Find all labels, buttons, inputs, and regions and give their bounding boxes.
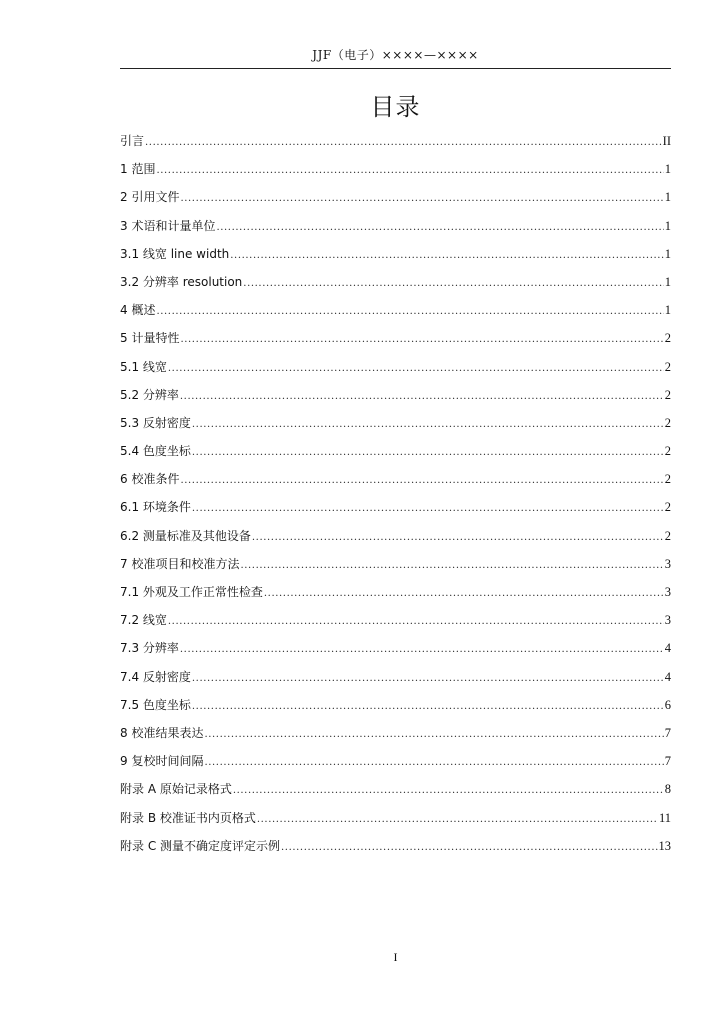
toc-entry[interactable] <box>120 469 671 497</box>
toc-entry-page: 7 <box>664 725 671 740</box>
toc-entry-label: 引言 <box>120 134 145 148</box>
toc-entry[interactable] <box>120 413 671 441</box>
toc-dot-leader <box>204 753 663 773</box>
toc-entry-label: 3.2 分辨率 resolution <box>120 274 243 289</box>
table-of-contents <box>120 131 671 864</box>
toc-entry-page: 2 <box>664 387 671 402</box>
toc-entry-label: 3.1 线宽 line width <box>120 246 230 261</box>
toc-entry-page: 8 <box>664 782 671 797</box>
toc-entry[interactable] <box>120 385 671 413</box>
toc-entry-label: 7.1 外观及工作正常性检查 <box>120 585 263 599</box>
toc-dot-leader <box>180 189 663 209</box>
toc-entry-label: 5.3 反射密度 <box>120 415 191 430</box>
toc-dot-leader <box>180 330 663 350</box>
toc-entry-page: 1 <box>664 218 671 233</box>
toc-entry[interactable] <box>120 779 671 807</box>
toc-entry-page: 2 <box>664 415 671 430</box>
toc-entry-page: 2 <box>664 331 671 346</box>
toc-entry-page: 2 <box>664 444 671 459</box>
toc-entry[interactable] <box>120 300 671 328</box>
toc-entry-page: 1 <box>664 274 671 289</box>
toc-entry[interactable] <box>120 328 671 356</box>
toc-entry-page: 7 <box>664 754 671 769</box>
toc-entry-page: 4 <box>664 641 671 656</box>
toc-dot-leader <box>243 274 663 294</box>
toc-entry[interactable] <box>120 723 671 751</box>
toc-dot-leader <box>281 838 657 858</box>
toc-entry-label: 1 范围 <box>120 162 156 177</box>
toc-entry-page: 1 <box>664 190 671 205</box>
toc-entry[interactable] <box>120 497 671 525</box>
toc-dot-leader <box>257 810 658 830</box>
toc-entry[interactable] <box>120 554 671 582</box>
toc-dot-leader <box>192 415 664 435</box>
toc-entry-label: 5.4 色度坐标 <box>120 444 191 459</box>
toc-dot-leader <box>180 471 663 491</box>
toc-entry-label: 9 复校时间间隔 <box>120 754 204 769</box>
toc-entry-label: 5.2 分辨率 <box>120 387 179 402</box>
toc-entry-label: 附录 A 原始记录格式 <box>120 782 232 797</box>
toc-entry-label: 4 概述 <box>120 303 156 318</box>
toc-dot-leader <box>252 528 664 548</box>
toc-dot-leader <box>192 443 664 463</box>
toc-entry-page: 3 <box>664 585 671 599</box>
toc-entry[interactable] <box>120 272 671 300</box>
toc-dot-leader <box>168 359 664 379</box>
toc-entry-label: 5 计量特性 <box>120 331 180 346</box>
toc-entry-page: 2 <box>664 359 671 374</box>
toc-entry-page: 1 <box>664 162 671 177</box>
toc-entry-page: 2 <box>664 500 671 515</box>
toc-entry-label: 3 术语和计量单位 <box>120 218 216 233</box>
toc-entry-label: 5.1 线宽 <box>120 359 167 374</box>
toc-entry-label: 附录 B 校准证书内页格式 <box>120 810 256 825</box>
toc-dot-leader <box>192 669 664 689</box>
toc-dot-leader <box>192 499 664 519</box>
toc-entry[interactable] <box>120 808 671 836</box>
toc-dot-leader <box>156 302 663 322</box>
toc-entry[interactable] <box>120 244 671 272</box>
toc-entry[interactable] <box>120 187 671 215</box>
toc-entry-label: 2 引用文件 <box>120 190 180 205</box>
toc-entry-page: 3 <box>664 613 671 628</box>
toc-entry-label: 6 校准条件 <box>120 472 180 487</box>
toc-title: 目录 <box>370 93 421 121</box>
toc-entry[interactable] <box>120 159 671 187</box>
toc-entry-page: 4 <box>664 669 671 684</box>
toc-entry-page: 13 <box>658 838 671 853</box>
toc-entry[interactable] <box>120 131 671 159</box>
toc-entry[interactable] <box>120 836 671 864</box>
toc-entry[interactable] <box>120 441 671 469</box>
toc-entry-page: 3 <box>664 556 671 571</box>
toc-entry-label: 7.3 分辨率 <box>120 641 179 656</box>
toc-entry-label: 8 校准结果表达 <box>120 725 204 740</box>
header-rule <box>120 68 671 69</box>
toc-dot-leader <box>204 725 663 745</box>
page-number: I <box>393 950 398 964</box>
toc-entry[interactable] <box>120 695 671 723</box>
toc-dot-leader <box>156 161 663 181</box>
toc-entry[interactable] <box>120 751 671 779</box>
toc-entry[interactable] <box>120 582 671 610</box>
toc-entry-page: 1 <box>664 303 671 318</box>
toc-entry-label: 附录 C 测量不确定度评定示例 <box>120 838 281 853</box>
toc-entry-label: 6.2 测量标准及其他设备 <box>120 528 251 543</box>
toc-entry-label: 7.4 反射密度 <box>120 669 191 684</box>
toc-entry-page: 1 <box>664 246 671 261</box>
toc-entry-label: 6.1 环境条件 <box>120 500 191 515</box>
toc-entry[interactable] <box>120 667 671 695</box>
toc-entry[interactable] <box>120 526 671 554</box>
toc-entry-page: 6 <box>664 697 671 712</box>
toc-dot-leader <box>230 246 663 266</box>
toc-entry-label: 7 校准项目和校准方法 <box>120 556 240 571</box>
toc-dot-leader <box>192 697 664 717</box>
toc-dot-leader <box>180 640 664 660</box>
running-header: JJF（电子）××××—×××× <box>312 48 479 62</box>
toc-entry-page: 2 <box>664 472 671 487</box>
toc-entry-page: II <box>662 134 671 148</box>
toc-entry-label: 7.5 色度坐标 <box>120 697 191 712</box>
toc-dot-leader <box>216 218 663 238</box>
toc-entry-page: 2 <box>664 528 671 543</box>
toc-dot-leader <box>180 387 664 407</box>
toc-dot-leader <box>168 612 664 632</box>
toc-entry[interactable] <box>120 638 671 666</box>
toc-dot-leader <box>240 556 663 576</box>
toc-dot-leader <box>264 584 664 604</box>
toc-entry-label: 7.2 线宽 <box>120 613 167 628</box>
toc-entry-page: 11 <box>658 810 671 825</box>
toc-entry[interactable] <box>120 216 671 244</box>
toc-dot-leader <box>145 133 662 153</box>
toc-entry[interactable] <box>120 357 671 385</box>
toc-entry[interactable] <box>120 610 671 638</box>
toc-dot-leader <box>233 781 664 801</box>
